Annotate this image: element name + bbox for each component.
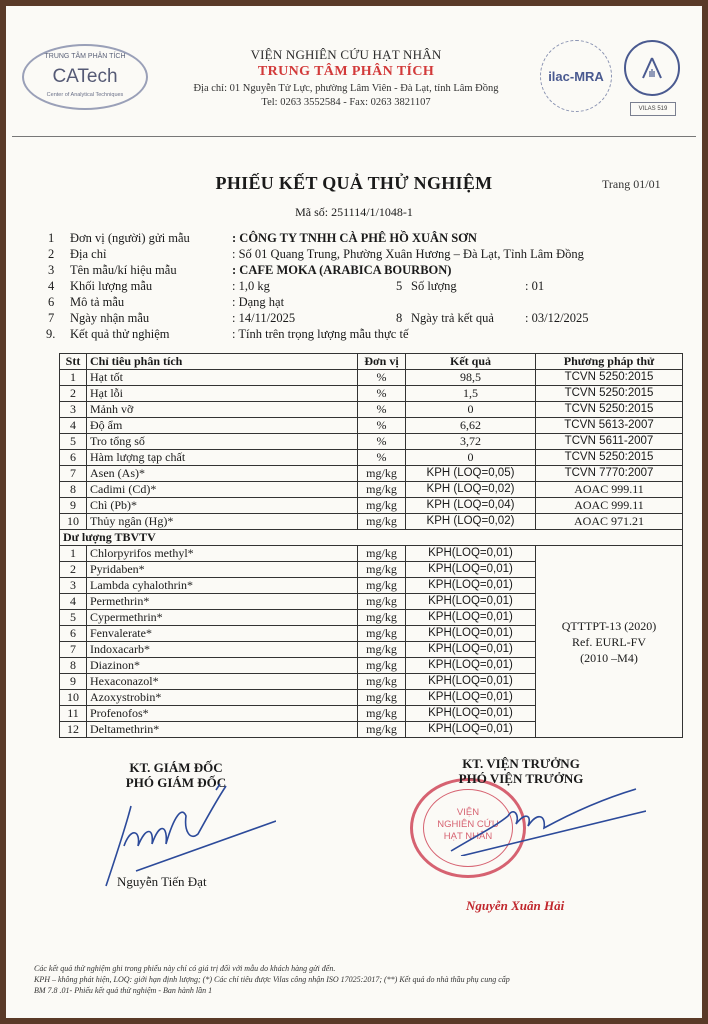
cell-result: KPH(LOQ=0,01) (406, 674, 536, 690)
cell-result: KPH(LOQ=0,01) (406, 546, 536, 562)
document-title: PHIẾU KẾT QUẢ THỬ NGHIỆM (215, 173, 493, 193)
cell-unit: mg/kg (358, 594, 406, 610)
cell-stt: 10 (60, 514, 87, 530)
logo-top-text: TRUNG TÂM PHÂN TÍCH (44, 53, 126, 60)
cell-unit: mg/kg (358, 546, 406, 562)
info-label: Kết quả thử nghiệm (70, 327, 170, 341)
right-signatory-title (446, 756, 596, 786)
document-page (6, 6, 702, 1018)
contact: Tel: 0263 3552584 - Fax: 0263 3821107 (261, 97, 431, 108)
info-value: : CÔNG TY TNHH CÀ PHÊ HỒ XUÂN SƠN (232, 231, 477, 245)
cell-parameter: Chlorpyrifos methyl* (87, 546, 358, 562)
cell-method: TCVN 5250:2015 (536, 386, 683, 402)
stamp-line: HẠT NHÂN (443, 831, 493, 842)
logo-sub-text: Center of Analytical Techniques (46, 92, 124, 98)
info-value: : Số 01 Quang Trung, Phường Xuân Hương – Đà Lạt, Tỉnh Lâm Đồng (232, 247, 584, 261)
cell-stt: 6 (60, 450, 87, 466)
cell-result: KPH(LOQ=0,01) (406, 722, 536, 738)
cell-stt: 1 (60, 370, 87, 386)
cell-result: KPH(LOQ=0,01) (406, 626, 536, 642)
cell-unit: mg/kg (358, 466, 406, 482)
cell-stt: 3 (60, 578, 87, 594)
cell-parameter: Indoxacarb* (87, 642, 358, 658)
cell-stt: 5 (60, 434, 87, 450)
cell-method: TCVN 5613-2007 (536, 418, 683, 434)
cell-result: 0 (406, 402, 536, 418)
address: Địa chỉ: 01 Nguyễn Tử Lực, phường Lâm Viên - Đà Lạt, tỉnh Lâm Đồng (193, 83, 499, 94)
footer-line: Các kết quả thử nghiệm ghi trong phiếu này chỉ có giá trị đối với mẫu do khách hàng gửi đến. (34, 964, 336, 973)
vilas-badge: VILAS 519 (630, 102, 676, 116)
cell-parameter: Azoxystrobin* (87, 690, 358, 706)
cell-unit: % (358, 450, 406, 466)
info-number: 4 (48, 279, 55, 293)
info-number: 3 (48, 263, 55, 277)
method-line: Ref. EURL-FV (572, 634, 646, 649)
signatory-line1: KT. GIÁM ĐỐC (129, 760, 223, 775)
stamp-line: NGHIÊN CỨU (437, 819, 499, 830)
cell-unit: mg/kg (358, 626, 406, 642)
cell-stt: 7 (60, 466, 87, 482)
table-row (60, 498, 683, 514)
cell-stt: 8 (60, 482, 87, 498)
institute-name: VIỆN NGHIÊN CỨU HẠT NHÂN (250, 47, 442, 62)
cell-parameter: Thủy ngân (Hg)* (87, 514, 358, 530)
cell-parameter: Pyridaben* (87, 562, 358, 578)
cell-stt: 1 (60, 546, 87, 562)
info-number: 7 (48, 311, 55, 325)
right-signatory-name: Nguyễn Xuân Hải (466, 898, 565, 913)
cell-result: KPH(LOQ=0,01) (406, 690, 536, 706)
cell-method: TCVN 5250:2015 (536, 402, 683, 418)
cell-result: 3,72 (406, 434, 536, 450)
cell-result: 0 (406, 450, 536, 466)
cell-method: TCVN 5250:2015 (536, 450, 683, 466)
table-row (60, 546, 683, 562)
cell-stt: 10 (60, 690, 87, 706)
right-signature-icon (446, 786, 646, 856)
cell-stt: 3 (60, 402, 87, 418)
table-row (60, 402, 683, 418)
cell-method: AOAC 971.21 (536, 514, 683, 530)
cell-unit: mg/kg (358, 562, 406, 578)
info-label: Ngày nhận mẫu (70, 311, 150, 325)
cell-stt: 2 (60, 386, 87, 402)
cell-unit: mg/kg (358, 722, 406, 738)
cell-unit: % (358, 434, 406, 450)
table-row (60, 466, 683, 482)
info-label: Đơn vị (người) gửi mẫu (70, 231, 190, 245)
cell-stt: 11 (60, 706, 87, 722)
info-label: Tên mẫu/kí hiệu mẫu (70, 263, 177, 277)
signatory-line2: PHÓ GIÁM ĐỐC (125, 775, 227, 790)
cell-parameter: Hexaconazol* (87, 674, 358, 690)
cell-unit: mg/kg (358, 514, 406, 530)
cell-parameter: Mảnh vỡ (87, 402, 358, 418)
cell-parameter: Deltamethrin* (87, 722, 358, 738)
cell-unit: % (358, 402, 406, 418)
header-unit: Đơn vị (358, 354, 406, 370)
cell-method: TCVN 7770:2007 (536, 466, 683, 482)
cell-result: KPH(LOQ=0,01) (406, 610, 536, 626)
cell-unit: % (358, 386, 406, 402)
info-number: 9. (46, 327, 56, 341)
cell-result: KPH(LOQ=0,01) (406, 562, 536, 578)
section-row (60, 530, 683, 546)
header-result: Kết quả (406, 354, 536, 370)
cell-parameter: Hạt tốt (87, 370, 358, 386)
signatory-line1: KT. VIỆN TRƯỞNG (462, 756, 580, 771)
table-row (60, 450, 683, 466)
logo-main-text: CATech (52, 66, 118, 87)
footer-line: BM 7.8 .01- Phiếu kết quả thử nghiệm - Ban hành lần 1 (34, 986, 213, 995)
cell-result: KPH (LOQ=0,05) (406, 466, 536, 482)
section-title-pesticide-residues: Dư lượng TBVTV (60, 530, 683, 546)
cell-stt: 7 (60, 642, 87, 658)
ilac-mra-logo (540, 40, 612, 112)
cell-result: KPH(LOQ=0,01) (406, 594, 536, 610)
info-number: 6 (48, 295, 55, 309)
table-row (60, 386, 683, 402)
cell-unit: mg/kg (358, 482, 406, 498)
info-label: Địa chỉ (70, 247, 107, 261)
cell-method: TCVN 5611-2007 (536, 434, 683, 450)
cell-parameter: Diazinon* (87, 658, 358, 674)
info-number: 8 (396, 311, 403, 325)
cell-stt: 8 (60, 658, 87, 674)
cell-result: 98,5 (406, 370, 536, 386)
cell-stt: 12 (60, 722, 87, 738)
cell-method: AOAC 999.11 (536, 482, 683, 498)
cell-unit: mg/kg (358, 610, 406, 626)
cell-stt: 5 (60, 610, 87, 626)
info-label: Mô tả mẫu (70, 295, 125, 309)
cell-unit: mg/kg (358, 642, 406, 658)
cell-unit: mg/kg (358, 498, 406, 514)
info-value: : CAFE MOKA (ARABICA BOURBON) (232, 263, 452, 277)
header-method: Phương pháp thử (536, 354, 683, 370)
info-number: 2 (48, 247, 55, 261)
info-value: : 03/12/2025 (525, 311, 589, 325)
header-parameter: Chỉ tiêu phân tích (87, 354, 358, 370)
cell-parameter: Cypermethrin* (87, 610, 358, 626)
info-row (6, 279, 702, 295)
info-label: Khối lượng mẫu (70, 279, 153, 293)
method-line: QTTTPT-13 (2020) (561, 618, 657, 633)
cell-method: TCVN 5250:2015 (536, 370, 683, 386)
bureau-accreditation-logo (624, 40, 680, 96)
table-row (60, 418, 683, 434)
cell-unit: % (358, 418, 406, 434)
cell-parameter: Chì (Pb)* (87, 498, 358, 514)
accreditation-icon (639, 55, 665, 81)
info-label: Số lượng (411, 279, 457, 293)
cell-parameter: Asen (As)* (87, 466, 358, 482)
cell-parameter: Fenvalerate* (87, 626, 358, 642)
cell-stt: 9 (60, 674, 87, 690)
cell-parameter: Độ ẩm (87, 418, 358, 434)
cell-parameter: Hạt lỗi (87, 386, 358, 402)
cell-stt: 4 (60, 594, 87, 610)
cell-parameter: Tro tổng số (87, 434, 358, 450)
info-value: : Tính trên trọng lượng mẫu thực tế (232, 327, 409, 341)
cell-method: AOAC 999.11 (536, 498, 683, 514)
cell-parameter: Profenofos* (87, 706, 358, 722)
results-table (59, 353, 683, 738)
cell-result: KPH(LOQ=0,01) (406, 706, 536, 722)
document-code: Mã số: 251114/1/1048-1 (295, 205, 413, 219)
info-row (6, 311, 702, 327)
ilac-label: ilac-MRA (548, 68, 604, 84)
cell-stt: 6 (60, 626, 87, 642)
cell-result: KPH(LOQ=0,01) (406, 578, 536, 594)
cell-parameter: Hàm lượng tạp chất (87, 450, 358, 466)
cell-result: KPH(LOQ=0,01) (406, 658, 536, 674)
cell-result: KPH (LOQ=0,02) (406, 482, 536, 498)
table-row (60, 482, 683, 498)
info-value: : 14/11/2025 (232, 311, 296, 325)
left-signatory-name: Nguyễn Tiến Đạt (117, 874, 207, 889)
center-name: TRUNG TÂM PHÂN TÍCH (257, 64, 435, 79)
stamp-line: VIỆN (456, 807, 480, 818)
cell-result: 6,62 (406, 418, 536, 434)
table-row (60, 514, 683, 530)
info-number: 1 (48, 231, 55, 245)
cell-unit: mg/kg (358, 690, 406, 706)
letterhead (156, 47, 536, 108)
info-value: : 01 (525, 279, 545, 293)
cell-stt: 9 (60, 498, 87, 514)
cell-unit: mg/kg (358, 706, 406, 722)
cell-stt: 4 (60, 418, 87, 434)
table-header-row (60, 354, 683, 370)
table-row (60, 434, 683, 450)
cell-unit: % (358, 370, 406, 386)
cell-unit: mg/kg (358, 578, 406, 594)
signatory-line2: PHÓ VIỆN TRƯỞNG (458, 771, 584, 786)
cell-unit: mg/kg (358, 674, 406, 690)
cell-method-merged (536, 546, 683, 738)
footer-line: KPH – không phát hiện, LOQ: giới hạn định lượng; (*) Các chỉ tiêu được Vilas công nhận ISO 17025:2017; (**) Kết quả do nhà thầu phụ cung cấp (34, 975, 510, 984)
cell-result: KPH (LOQ=0,04) (406, 498, 536, 514)
cell-parameter: Cadimi (Cd)* (87, 482, 358, 498)
header-stt: Stt (60, 354, 87, 370)
cell-parameter: Lambda cyhalothrin* (87, 578, 358, 594)
cell-result: KPH (LOQ=0,02) (406, 514, 536, 530)
cell-result: KPH(LOQ=0,01) (406, 642, 536, 658)
info-label: Ngày trả kết quả (411, 311, 494, 325)
cell-result: 1,5 (406, 386, 536, 402)
footer-notes (34, 963, 510, 996)
catech-logo (22, 44, 148, 110)
table-row (60, 370, 683, 386)
info-value: : Dạng hạt (232, 295, 285, 309)
header-divider (12, 136, 696, 137)
info-value: : 1,0 kg (232, 279, 270, 293)
cell-stt: 2 (60, 562, 87, 578)
page-number: Trang 01/01 (602, 177, 661, 191)
method-line: (2010 –M4) (580, 650, 638, 665)
cell-parameter: Permethrin* (87, 594, 358, 610)
info-number: 5 (396, 279, 403, 293)
cell-unit: mg/kg (358, 658, 406, 674)
